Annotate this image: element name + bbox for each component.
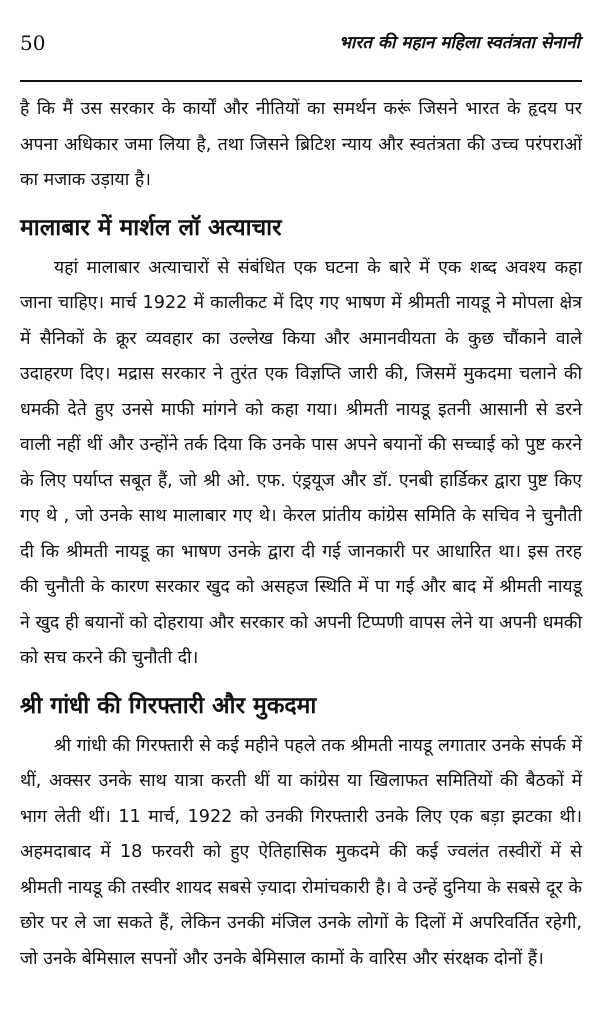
section-heading-gandhi-arrest: श्री गांधी की गिरफ्तारी और मुकदमा <box>20 692 317 719</box>
paragraph-gandhi-arrest: श्री गांधी की गिरफ्तारी से कई महीने पहले तक श्रीमती नायडू लगातार उनके संपर्क में थीं, अक्सर उनके साथ यात्रा करती थीं या कांग्रेस या खिलाफत समितियों की बैठकों में भाग लेती थीं। 11 मार्च, 1922 को उनकी गिरफ्तारी उनके लिए एक बड़ा झटका थी। अहमदाबाद में 18 फरवरी को हुए ऐतिहासिक मुकदमे की कई ज्वलंत तस्वीरों में से श्रीमती नायडू की तस्वीर शायद सबसे ज़्यादा रोमांचकारी है। वे उन्हें दुनिया के सबसे दूर के छोर पर ले जा सकते हैं, लेकिन उनकी मंजिल उनके लोगों के दिलों में अपरिवर्तित रहेगी, जो उनके बेमिसाल सपनों और उनके बेमिसाल कामों के वारिस और संरक्षक दोनों हैं। <box>20 735 582 969</box>
section-heading-malabar: मालाबार में मार्शल लॉ अत्याचार <box>20 214 282 241</box>
running-title: भारत की महान महिला स्वतंत्रता सेनानी <box>338 33 580 53</box>
paragraph-malabar: यहां मालाबार अत्याचारों से संबंधित एक घटना के बारे में एक शब्द अवश्य कहा जाना चाहिए। मार्च 1922 में कालीकट में दिए गए भाषण में श्रीमती नायडू ने मोपला क्षेत्र में सैनिकों के क्रूर व्यवहार का उल्लेख किया और अमानवीयता के कुछ चौंकाने वाले उदाहरण दिए। मद्रास सरकार ने तुरंत एक विज्ञप्ति जारी की, जिसमें मुकदमा चलाने की धमकी देते हुए उनसे माफी मांगने को कहा गया। श्रीमती नायडू इतनी आसानी से डरने वाली नहीं थीं और उन्होंने तर्क दिया कि उनके पास अपने बयानों की सच्चाई को पुष्ट करने के लिए पर्याप्त सबूत हैं, जो श्री ओ. एफ. एंड्रयूज और डॉ. एनबी हार्डिकर द्वारा पुष्ट किए गए थे , जो उनके साथ मालाबार गए थे। केरल प्रांतीय कांग्रेस समिति के सचिव ने चुनौती दी कि श्रीमती नायडू का भाषण उनके द्वारा दी गई जानकारी पर आधारित था। इस तरह की चुनौती के कारण सरकार खुद को असहज स्थिति में पा गई और बाद में श्रीमती नायडू ने खुद ही बयानों को दोहराया और सरकार को अपनी टिप्पणी वापस लेने या अपनी धमकी को सच करने की चुनौती दी। <box>20 257 582 668</box>
page-number: 50 <box>20 31 46 55</box>
page-header <box>20 31 582 82</box>
paragraph-continued: है कि मैं उस सरकार के कार्यों और नीतियों का समर्थन करूं जिसने भारत के हृदय पर अपना अधिकार जमा लिया है, तथा जिसने ब्रिटिश न्याय और स्वतंत्रता की उच्च परंपराओं का मजाक उड़ाया है। <box>20 99 582 190</box>
